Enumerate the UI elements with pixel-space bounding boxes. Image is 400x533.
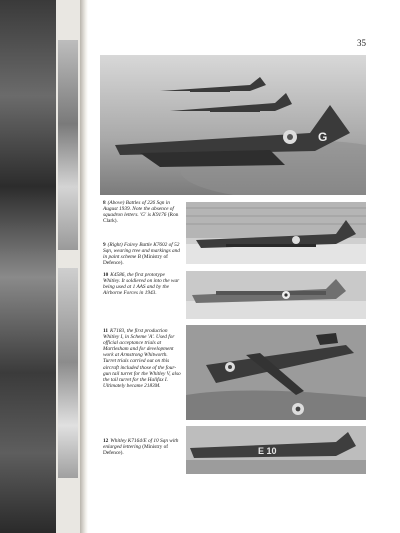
caption-10: 10 K4586, the first prototype Whitley. It soldiered on into the war being used at 1 AAS and by the Airborne Forces in 1943. (103, 272, 180, 297)
facing-page-photo (58, 268, 78, 478)
caption-12: 12 Whitley K7164/E of 10 Sqn with enlarged lettering (Ministry of Defence). (103, 438, 179, 457)
caption-9: 9 (Right) Fairey Battle K7602 of 52 Sqn, wearing tree and markings and in paint scheme B (Ministry of Defence). (103, 242, 180, 267)
photo-whitley-prototype (186, 271, 366, 319)
aircraft-letters: E 10 (258, 446, 277, 456)
facing-page-photo (58, 40, 78, 250)
photo-fairey-battle (186, 202, 366, 264)
book-spine (80, 0, 88, 533)
caption-11: 11 K7183, the first production Whitley I, in Scheme 'A'. Used for official acceptance trials at Martlesham and for development work at Armstrong Whitworth. Turret trials carried out on this aircraft included those of the four-gun tail turret for the Whitley V, also the tail turret for the Halifax I. Ultimately became 2183M. (103, 328, 181, 389)
aircraft-letter: G (318, 130, 328, 144)
photo-whitley-10-sqn (186, 426, 366, 474)
facing-page (0, 0, 82, 533)
facing-page-photo (0, 0, 56, 533)
photo-whitley-in-flight (186, 325, 366, 420)
photo-battles-formation (100, 55, 366, 195)
caption-8: 8 (Above) Battles of 226 Sqn in August 1939. Note the absence of squadron letters. 'G' is K9176 (Ron Clark). (103, 200, 179, 225)
page-number: 35 (357, 38, 366, 48)
